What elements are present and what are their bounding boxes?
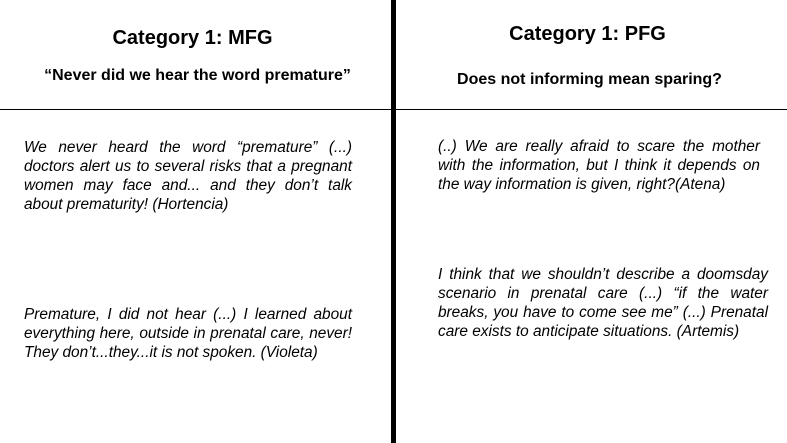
category-title-mfg: Category 1: MFG (112, 27, 273, 49)
pfg-column (396, 0, 787, 443)
quote-atena: (..) We are really afraid to scare the mother with the information, but I think it depends on the way information is given, right?(Atena) (438, 138, 760, 193)
quote-violeta: Premature, I did not hear (...) I learned about everything here, outside in prenatal care, never! They don’t...they...it is not spoken. (Violeta) (24, 306, 352, 361)
quote-hortencia: We never heard the word “premature” (...) doctors alert us to several risks that a pregnant women may face and... and they don’t talk about prematurity! (Hortencia) (24, 139, 352, 213)
quote-artemis: I think that we shouldn’t describe a doomsday scenario in prenatal care (...) “if the water breaks, you have to come see me” (...) Prenatal care exists to anticipate situations. (Artemis) (438, 266, 768, 340)
category-title-pfg: Category 1: PFG (509, 23, 666, 45)
theme-heading-mfg: “Never did we hear the word premature” (44, 67, 351, 84)
theme-heading-pfg: Does not informing mean sparing? (457, 71, 722, 88)
mfg-column (0, 0, 391, 443)
